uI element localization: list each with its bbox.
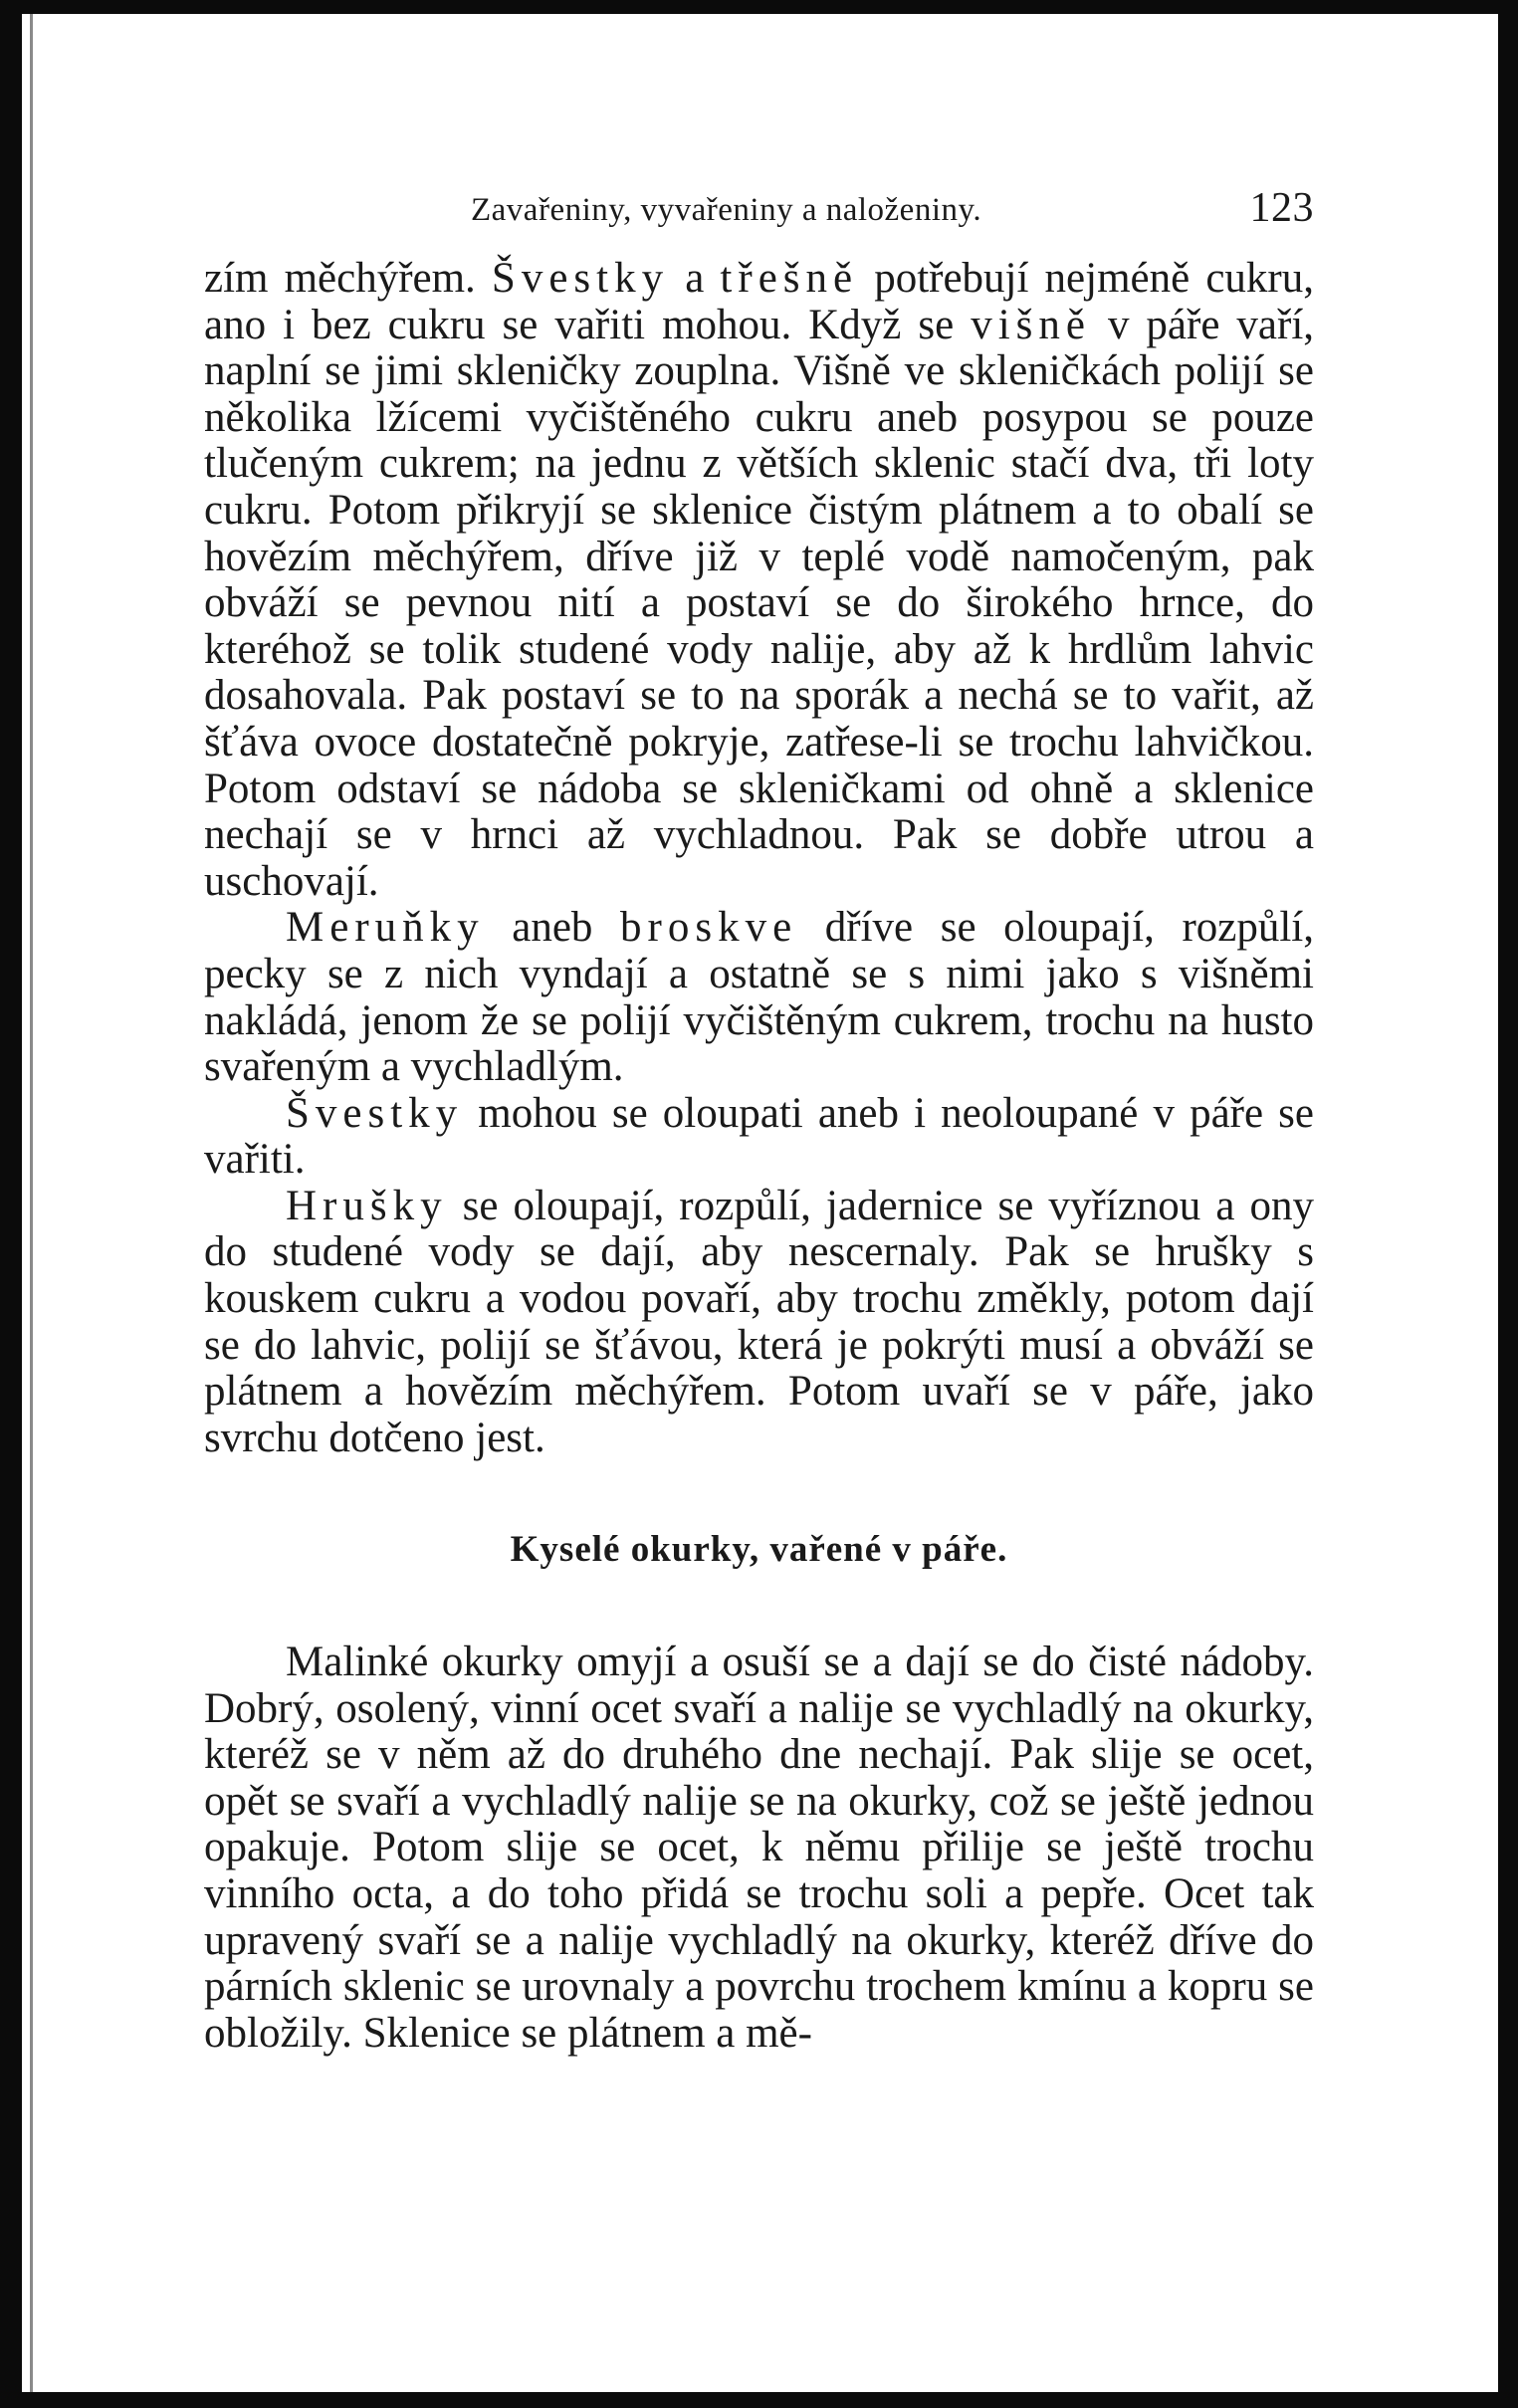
scan-border-right (1498, 0, 1518, 2408)
term-tresne: třešně (720, 255, 859, 302)
running-title: Zavařeniny, vyvařeniny a naloženiny. (471, 192, 982, 228)
scan-border-left (0, 0, 22, 2408)
paragraph-pears (204, 1184, 1314, 1462)
paragraph-text: v páře vaří, naplní se jimi skleničky zouplna. Višně ve skleničkách polijí se několika lžícemi vyčištěného cukru aneb posypou se pouze tlučeným cukrem; na jednu z větších sklenic stačí dva, tři loty cukru. Potom přikryjí se sklenice čistým plátnem a to obalí se hovězím měchýřem, dříve již v teplé vodě namočeným, pak obváží se pevnou nití a postaví se do širokého hrnce, do kteréhož se tolik studené vody nalije, aby až k hrdlům lahvic dosahovala. Pak postaví se to na sporák a nechá se to vařit, až šťáva ovoce dostatečně pokryje, zatřese-li se trochu lahvičkou. Potom odstaví se nádoba se skleničkami od ohně a sklenice nechají se v hrnci až vychladnou. Pak se dobře utrou a uschovají. (204, 301, 1315, 905)
paragraph-apricots (204, 905, 1314, 1090)
scan-border-bottom (0, 2392, 1518, 2408)
page-number: 123 (1249, 185, 1314, 231)
section-heading: Kyselé okurky, vařené v páře. (510, 1529, 1008, 1571)
paragraph-plums (204, 1091, 1314, 1184)
paragraph-text: potřebují nejméně cukru, ano i bez cukru se vařiti mohou. Když se (204, 255, 1314, 348)
term-visne: višně (971, 301, 1091, 348)
term-broskve: broskve (620, 904, 798, 952)
scan-border-top (0, 0, 1518, 14)
paragraph-text: se oloupají, rozpůlí, jadernice se vyříznou a ony do studené vody se dají, aby nescernaly. Pak se hrušky s kouskem cukru a vodou povaří, aby trochu změkly, potom dají se do lahvic, polijí se šťávou, která je pokrýti musí a obváží se plátnem a hovězím měchýřem. Potom uvaří se v páře, jako svrchu dotčeno jest. (204, 1182, 1314, 1461)
page-edge-line (30, 14, 33, 2392)
running-head (204, 184, 1314, 234)
term-svestky-2: Švestky (286, 1089, 464, 1137)
term-merunky: Meruňky (286, 904, 485, 952)
paragraph-connector: a (669, 255, 721, 302)
body-text (204, 256, 1314, 2057)
term-svestky: Švestky (491, 255, 670, 302)
paragraph-text: mohou se oloupati aneb i neoloupané v páře se vařiti. (204, 1089, 1314, 1184)
paragraph-plums-cherries (204, 256, 1314, 905)
book-page (204, 184, 1314, 2057)
paragraph-intro: zím měchýřem. (204, 255, 492, 302)
paragraph-connector: aneb (484, 904, 621, 952)
term-hrusky: Hrušky (286, 1182, 448, 1229)
paragraph-cucumbers: Malinké okurky omyjí a osuší se a dají se do čisté nádoby. Dobrý, osolený, vinní ocet svaří a nalije se vychladlý na okurky, kteréž se v něm až do druhého dne nechají. Pak slije se ocet, opět se svaří a vychladlý nalije se na okurky, což se ještě jednou opakuje. Potom slije se ocet, k němu přilije se ještě trochu vinního octa, a do toho přidá se trochu soli a pepře. Ocet tak upravený svaří se a nalije vychladlý na okurky, kteréž dříve do párních sklenic se urovnaly a povrchu trochem kmínu a kopru se obložily. Sklenice se plátnem a mě- (204, 1639, 1314, 2057)
paragraph-text: dříve se oloupají, rozpůlí, pecky se z nich vyndají a ostatně se s nimi jako s višněmi nakládá, jenom že se polijí vyčištěným cukrem, trochu na husto svařeným a vychladlým. (204, 904, 1314, 1091)
